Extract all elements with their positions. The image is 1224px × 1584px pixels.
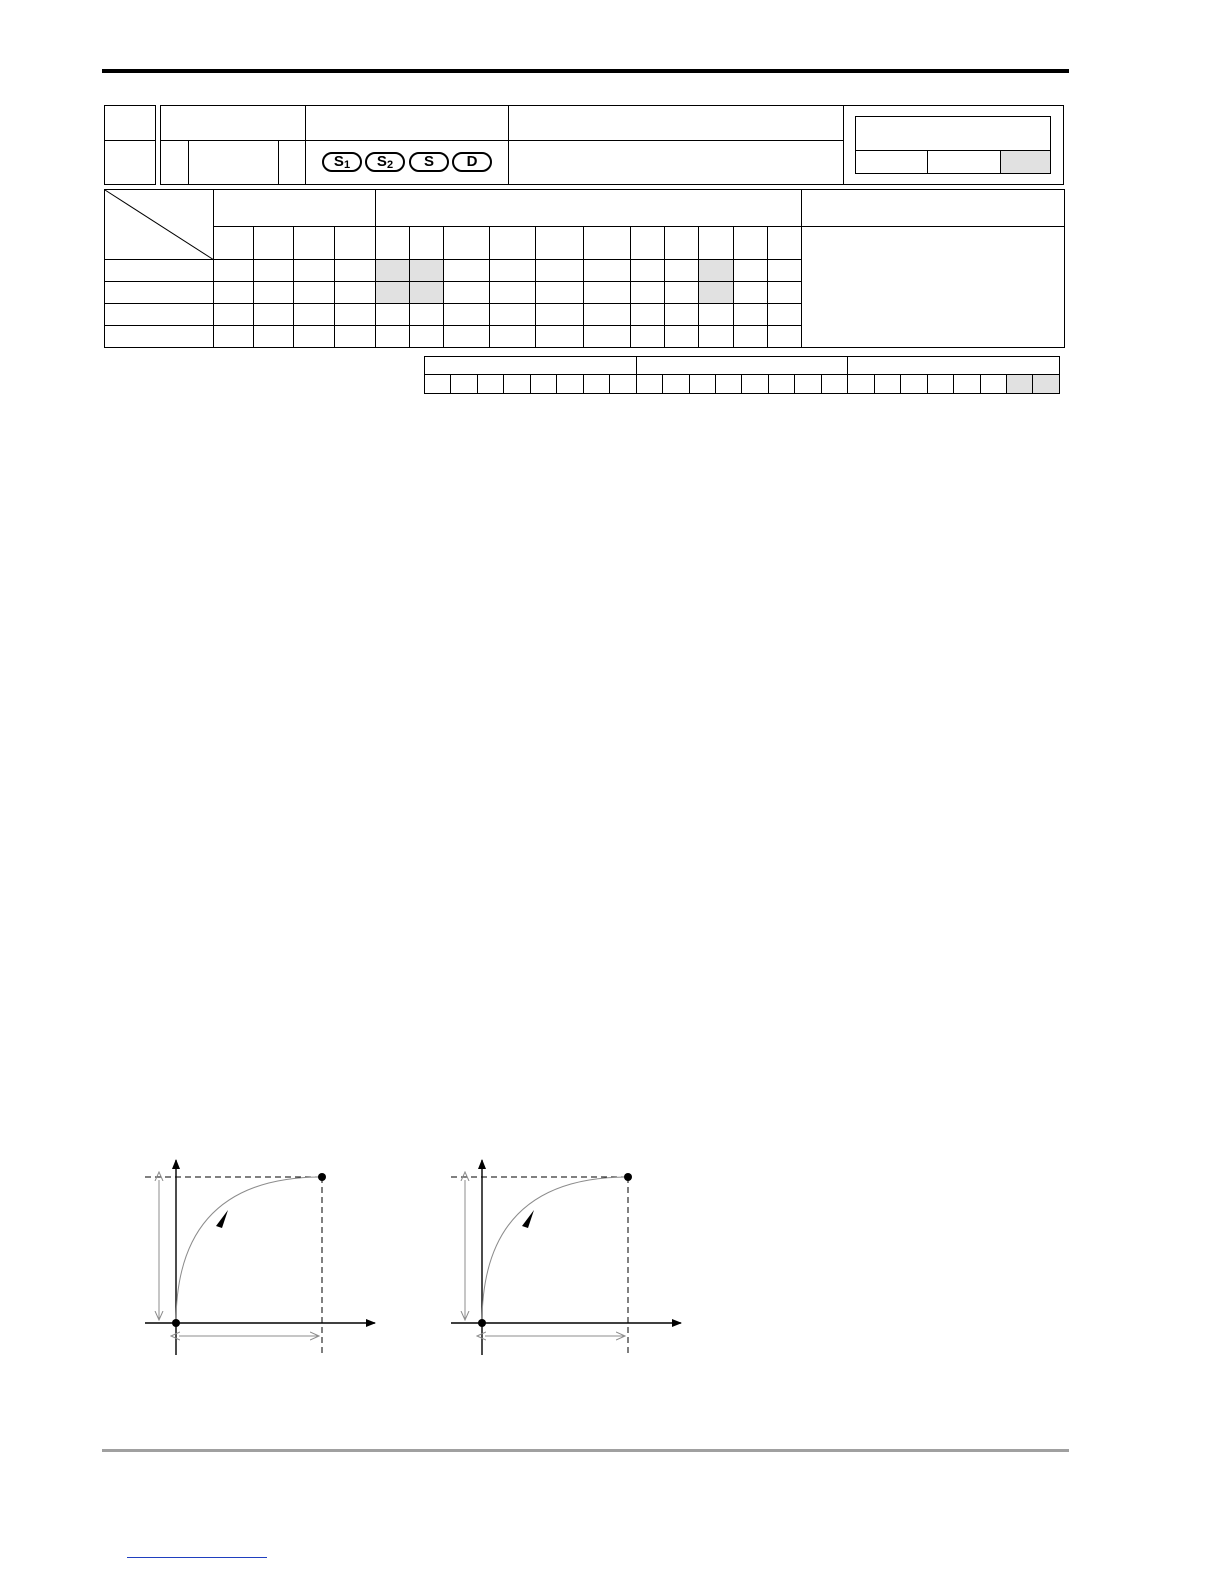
operand-s2-badge: $S_2$ [365,152,405,172]
arc-diagram-right [451,1160,681,1356]
operand-d-badge: D [452,152,492,172]
end-point [318,1173,326,1181]
end-point [624,1173,632,1181]
operand-s1-badge: $S_1$ [322,152,362,172]
start-point [478,1319,486,1327]
arc-direction-arrow [522,1210,534,1228]
arc-path [482,1177,628,1323]
start-point [172,1319,180,1327]
arc-direction-arrow [216,1210,228,1228]
operand-s-badge: S [409,152,449,172]
arc-path [176,1177,322,1323]
arc-diagram-left [145,1160,375,1356]
